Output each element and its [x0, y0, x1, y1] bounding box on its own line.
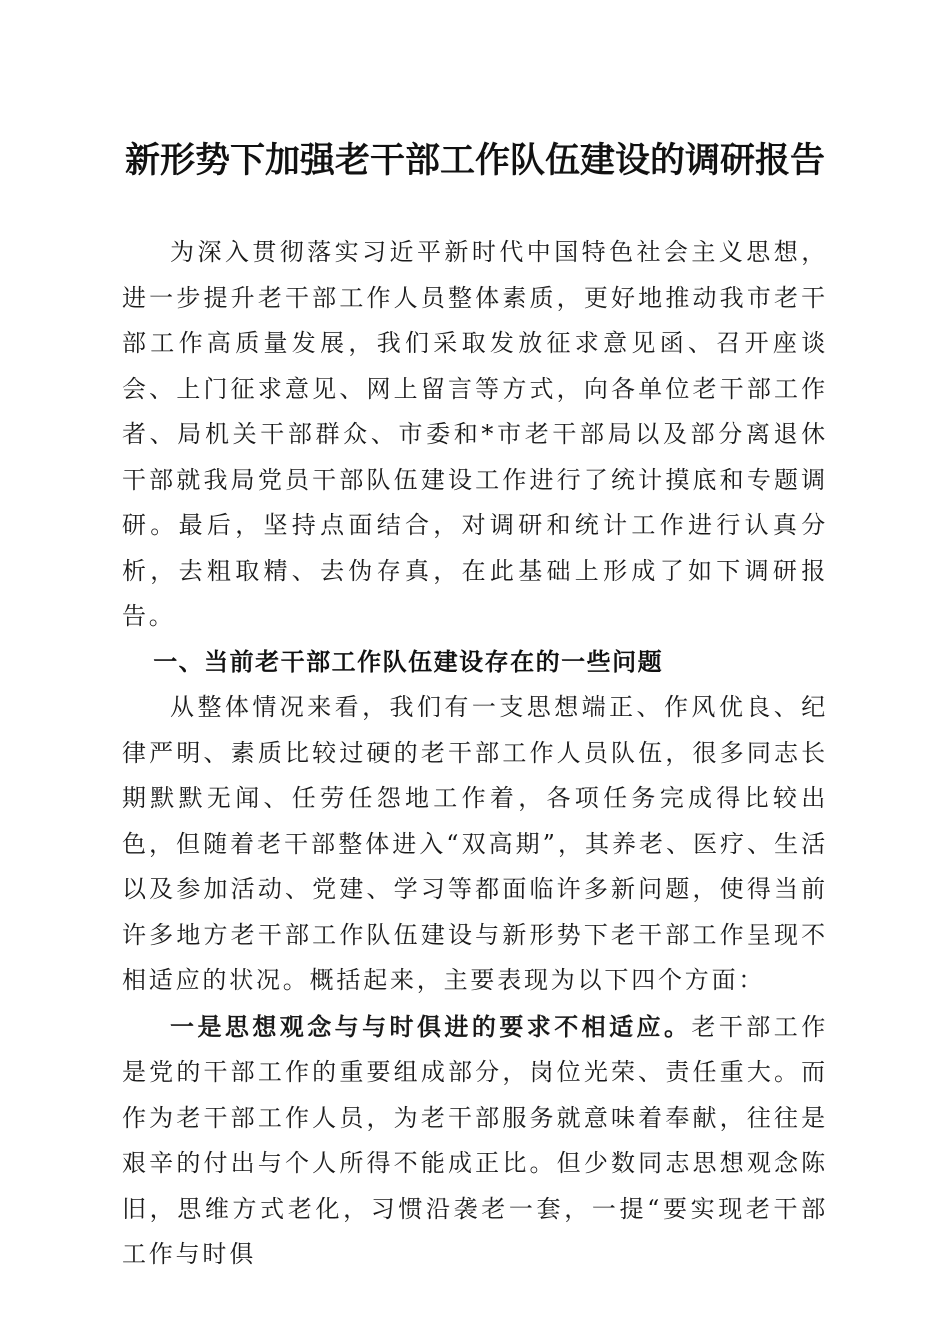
point-one-paragraph: [122, 1004, 828, 1278]
document-body: [122, 230, 828, 1278]
overview-paragraph: 从整体情况来看，我们有一支思想端正、作风优良、纪律严明、素质比较过硬的老干部工作人员队伍，很多同志长期默默无闻、任劳任怨地工作着，各项任务完成得比较出色，但随着老干部整体进入“双高期”，其养老、医疗、生活以及参加活动、党建、学习等都面临许多新问题，使得当前许多地方老干部工作队伍建设与新形势下老干部工作呈现不相适应的状况。概括起来，主要表现为以下四个方面：: [122, 693, 828, 994]
point-one-lead: 一是思想观念与与时俱进的要求不相适应。: [170, 1011, 692, 1041]
point-one-text: 老干部工作是党的干部工作的重要组成部分，岗位光荣、责任重大。而作为老干部工作人员，为老干部服务就意味着奉献，往往是艰辛的付出与个人所得不能成正比。但少数同志思想观念陈旧，思维方式老化，习惯沿袭老一套，一提“要实现老干部工作与时俱: [122, 1012, 828, 1268]
document-title: 新形势下加强老干部工作队伍建设的调研报告: [124, 140, 825, 181]
intro-paragraph: 为深入贯彻落实习近平新时代中国特色社会主义思想，进一步提升老干部工作人员整体素质，更好地推动我市老干部工作高质量发展，我们采取发放征求意见函、召开座谈会、上门征求意见、网上留言等方式，向各单位老干部工作者、局机关干部群众、市委和*市老干部局以及部分离退休干部就我局党员干部队伍建设工作进行了统计摸底和专题调研。最后，坚持点面结合，对调研和统计工作进行认真分析，去粗取精、去伪存真，在此基础上形成了如下调研报告。: [122, 238, 828, 630]
section-heading-1: 一、当前老干部工作队伍建设存在的一些问题: [153, 647, 664, 676]
